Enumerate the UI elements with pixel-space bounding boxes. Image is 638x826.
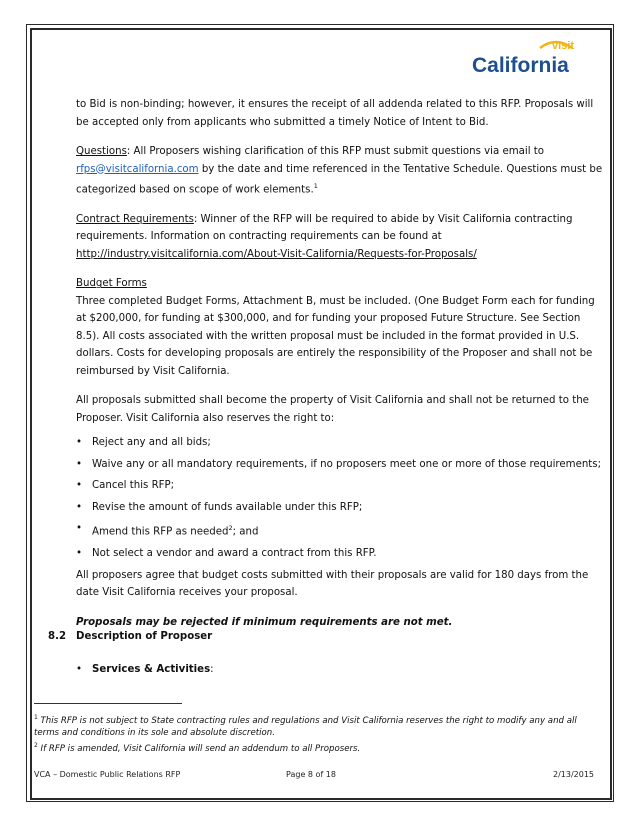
footnote-ref-1: 1 <box>313 182 318 190</box>
amend-suffix: ; and <box>232 526 259 538</box>
footnote-2-ref: 2 <box>34 741 38 749</box>
footer-document-title: VCA – Domestic Public Relations RFP <box>34 770 181 779</box>
footnotes <box>34 712 600 755</box>
questions-label: Questions <box>76 146 127 157</box>
budget-heading: Budget Forms <box>76 278 147 290</box>
questions-text-after: by the date and time referenced in the Tentative Schedule. Questions must be categorized based on scope of work elements. <box>76 163 603 196</box>
body-text <box>76 96 604 631</box>
visit-california-logo <box>470 34 602 84</box>
section-heading <box>48 631 212 642</box>
footer-date: 2/13/2015 <box>553 770 595 779</box>
list-item: • Not select a vendor and award a contract from this RFP. <box>76 545 604 563</box>
section-title: Description of Proposer <box>76 631 213 642</box>
questions-paragraph <box>76 143 604 199</box>
validity-paragraph: All proposers agree that budget costs submitted with their proposals are valid for 180 days from the date Visit California receives your proposal. <box>76 569 589 599</box>
rejection-warning: Proposals may be rejected if minimum requirements are not met. <box>76 616 453 628</box>
footnote-1-ref: 1 <box>34 714 38 721</box>
services-label: Services & Activities <box>92 664 211 675</box>
services-colon: : <box>210 664 214 675</box>
list-item: • Reject any and all bids; <box>76 434 604 452</box>
questions-text: : All Proposers wishing clarification of this RFP must submit questions via email to <box>126 146 545 157</box>
footer-page-number: Page 8 of 18 <box>286 770 336 779</box>
budget-text: Three completed Budget Forms, Attachment B, must be included. (One Budget Form each for funding at $200,000, for funding at $300,000, and for funding your proposed Future Structure. See Section 8.5). All costs associated with the written proposal must be included in the format provided in U.S. dollars. Costs for developing proposals are entirely the responsibility of the Proposer and shall not be reimbursed by Visit California. <box>76 295 595 377</box>
footnote-1-text: This RFP is not subject to State contracting rules and regulations and Visit California reserves the right to modify any and all terms and conditions in its sole and absolute discretion. <box>34 715 577 739</box>
contract-label: Contract Requirements <box>76 213 194 225</box>
logo-california-word: California <box>472 54 569 77</box>
list-item: • Waive any or all mandatory requirements, if no proposers meet one or more of those requirements; <box>76 456 604 474</box>
footnote-ref-2: 2 <box>228 524 233 533</box>
contract-paragraph <box>76 211 604 264</box>
services-activities-item <box>76 664 214 675</box>
logo-graphic <box>470 34 602 84</box>
budget-paragraph <box>76 275 604 380</box>
footnote-divider <box>34 703 182 704</box>
rfp-email-link[interactable]: rfps@visitcalifornia.com <box>76 163 199 175</box>
footnote-2 <box>34 740 600 755</box>
contract-text: : Winner of the RFP will be required to abide by Visit California contracting requirements. Information on contracting requirements can be found at <box>76 213 573 243</box>
footnote-1 <box>34 712 600 740</box>
section-number: 8.2 <box>48 631 67 642</box>
property-paragraph: All proposals submitted shall become the property of Visit California and shall not be returned to the Proposer. Visit California also reserves the right to: <box>76 395 589 424</box>
footnote-2-text: If RFP is amended, Visit California will send an addendum to all Proposers. <box>37 743 361 754</box>
contract-url-link[interactable]: http://industry.visitcalifornia.com/About-Visit-California/Requests-for-Proposals/ <box>76 248 477 260</box>
rights-list <box>76 434 604 562</box>
list-item: • Cancel this RFP; <box>76 477 604 495</box>
logo-visit-word: visit <box>552 40 575 52</box>
list-item: • Revise the amount of funds available under this RFP; <box>76 499 604 517</box>
list-item <box>76 520 604 541</box>
amend-text: Amend this RFP as needed <box>92 526 229 538</box>
intro-paragraph: to Bid is non-binding; however, it ensures the receipt of all addenda related to this RFP. Proposals will be accepted only from applicants who submitted a timely Notice of Intent to Bid. <box>76 99 594 128</box>
bullet-icon: • <box>76 664 83 675</box>
